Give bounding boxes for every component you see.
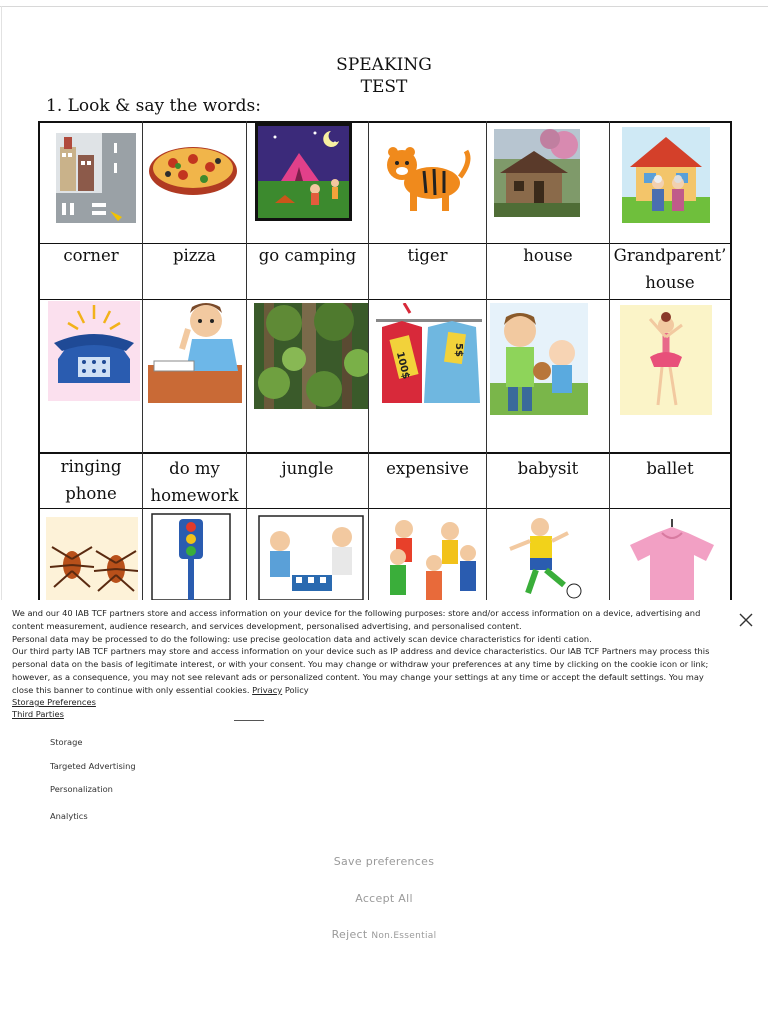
preference-personalization[interactable]: Personalization — [50, 784, 113, 794]
cookie-consent-banner — [0, 600, 768, 1024]
table-column-rule — [246, 121, 247, 601]
consent-paragraph-2: Personal data may be processed to do the following: use precise geolocation data and actively scan device characteristics for identi cation. — [12, 633, 592, 644]
word-grandparents-line2: house — [645, 273, 695, 292]
reject-non-essential-label: Non.Essential — [371, 931, 437, 941]
telephone-icon — [48, 301, 140, 401]
save-preferences-button[interactable]: Save preferences — [333, 855, 435, 868]
preference-targeted-advertising[interactable]: Targeted Advertising — [50, 761, 136, 771]
jungle-icon — [254, 303, 368, 409]
camping-icon — [255, 123, 352, 221]
document-title-line1: SPEAKING — [336, 55, 432, 75]
price-tag-100: 100$ — [393, 350, 412, 381]
word-tiger: tiger — [407, 246, 448, 265]
word-jungle: jungle — [281, 459, 334, 478]
divider — [234, 720, 264, 721]
homework-icon — [148, 299, 242, 403]
word-go-camping: go camping — [258, 246, 357, 265]
word-ringing-line2: phone — [65, 484, 117, 503]
pink-shirt-icon — [622, 515, 722, 601]
football-player-icon — [498, 513, 598, 601]
word-expensive: expensive — [386, 459, 469, 478]
traffic-light-icon — [151, 513, 231, 601]
price-tag-5: 5$ — [453, 343, 464, 357]
document-title-line2: TEST — [360, 77, 408, 97]
table-column-rule — [609, 121, 610, 601]
pizza-icon — [148, 141, 238, 197]
close-icon[interactable] — [735, 609, 757, 631]
consent-text — [12, 607, 724, 697]
storage-preferences-link[interactable]: Storage Preferences — [12, 697, 96, 707]
word-homework-line2: homework — [150, 486, 239, 505]
page-top-border — [0, 6, 768, 7]
word-corner: corner — [63, 246, 119, 265]
kids-group-icon — [378, 513, 482, 601]
consent-paragraph-3 — [12, 645, 724, 696]
privacy-link[interactable]: Privacy — [252, 684, 283, 695]
table-column-rule — [486, 121, 487, 601]
word-ringing-line1: ringing — [60, 457, 122, 476]
babysit-icon — [490, 303, 588, 415]
third-parties-link[interactable]: Third Parties — [12, 709, 64, 719]
word-house: house — [523, 246, 573, 265]
table-column-rule — [368, 121, 369, 601]
section-heading: 1. Look & say the words: — [46, 96, 261, 116]
ballerina-icon — [620, 305, 712, 415]
word-ballet: ballet — [646, 459, 694, 478]
city-corner-icon — [56, 133, 136, 223]
spiders-icon — [46, 517, 138, 601]
preference-storage[interactable]: Storage — [50, 737, 83, 747]
reject-label: Reject — [331, 928, 368, 941]
reject-non-essential-button[interactable] — [0, 928, 768, 941]
house-icon — [494, 129, 580, 217]
tiger-icon — [380, 131, 472, 219]
preference-analytics[interactable]: Analytics — [50, 811, 88, 821]
close-banner-button[interactable] — [735, 609, 757, 631]
table-border-left — [38, 121, 40, 601]
word-grandparents-line1: Grandparent’ — [613, 246, 727, 265]
word-homework-line1: do my — [169, 459, 220, 478]
price-tag-clothes-icon — [376, 303, 482, 409]
chess-players-icon — [258, 515, 364, 601]
word-babysit: babysit — [517, 459, 579, 478]
table-column-rule — [142, 121, 143, 601]
grandparents-house-icon — [622, 127, 710, 223]
accept-all-button[interactable]: Accept All — [355, 892, 413, 905]
vocabulary-table — [38, 121, 732, 601]
table-border-right — [730, 121, 732, 601]
word-pizza: pizza — [172, 246, 217, 265]
privacy-suffix: Policy — [284, 684, 309, 695]
consent-paragraph-3-text: Our third party IAB TCF partners may store and access information on your device such as IP address and device characteristics. Our IAB TCF Partners may process this personal data on the basis of legitimate interest, or with your consent. You may change or withdraw your preferences at any time by clicking on the cookie icon or link; however, as a consequence, you may not see relevant ads or personalized content. You may change your settings at any time or accept the default settings. You may close this banner to continue with only essential cookies. — [12, 646, 710, 695]
consent-paragraph-1: We and our 40 IAB TCF partners store and access information on your device for the following purposes: store and/or access information on a device, advertising and content measurement, audience research, and services development, personalised advertising, and personalised content. — [12, 608, 701, 631]
